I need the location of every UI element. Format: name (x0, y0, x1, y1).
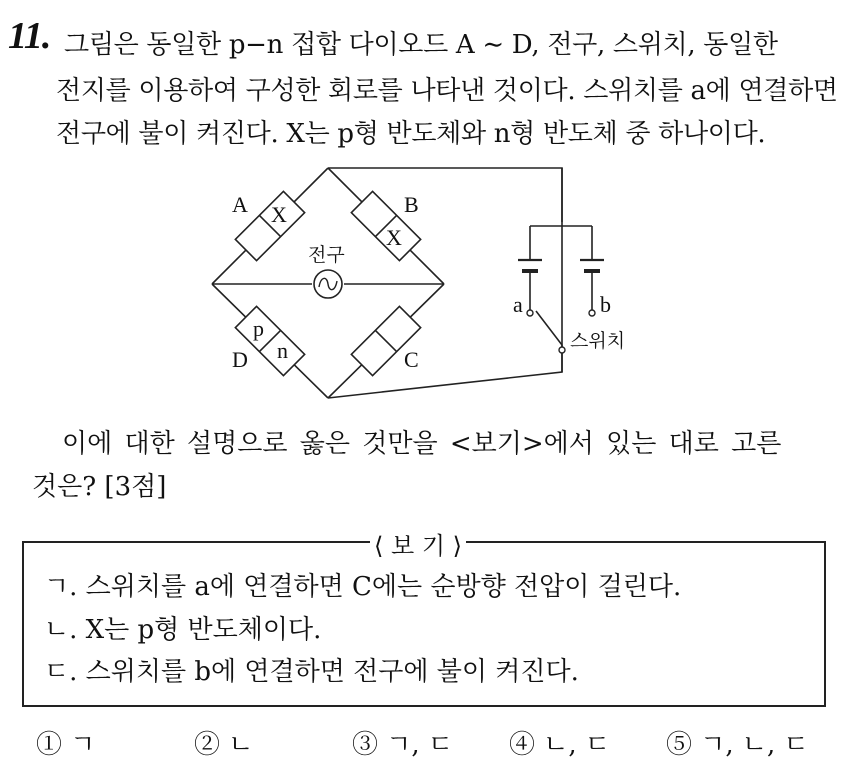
diode-D-n-label: n (277, 338, 288, 363)
bogi-item-3: ㄷ. 스위치를 b에 연결하면 전구에 불이 켜진다. (44, 657, 579, 687)
question-text-line-1: 그림은 동일한 p−n 접합 다이오드 A ∼ D, 전구, 스위치, 동일한 (64, 30, 778, 60)
prompt-line-1: 이에 대한 설명으로 옳은 것만을 <보기>에서 있는 대로 고른 (62, 429, 782, 459)
switch-lever (536, 311, 562, 372)
answer-choice-4[interactable]: ④ ㄴ, ㄷ (509, 730, 611, 760)
diode-D-p-label: p (253, 316, 264, 341)
answer-choice-1[interactable]: ① ㄱ (36, 730, 96, 760)
bogi-item-2: ㄴ. X는 p형 반도체이다. (44, 615, 322, 645)
answer-choice-5[interactable]: ⑤ ㄱ, ㄴ, ㄷ (666, 730, 809, 760)
answer-choice-3[interactable]: ③ ㄱ, ㄷ (352, 730, 454, 760)
terminal-a-dot (527, 310, 533, 316)
diode-A-label: A (232, 192, 248, 217)
diode-A-x-label: X (271, 202, 287, 227)
diode-B-x-label: X (386, 225, 402, 250)
bogi-item-1: ㄱ. 스위치를 a에 연결하면 C에는 순방향 전압이 걸린다. (44, 572, 682, 602)
diode-C-label: C (404, 347, 419, 372)
diode-B-label: B (404, 192, 419, 217)
circuit-diagram (200, 160, 640, 400)
switch-label: 스위치 (570, 330, 626, 352)
terminal-a-label: a (513, 292, 523, 317)
bogi-title-text: 보 기 (391, 532, 445, 560)
terminal-b-label: b (600, 292, 611, 317)
question-text-line-2: 전지를 이용하여 구성한 회로를 나타낸 것이다. 스위치를 a에 연결하면 (56, 76, 838, 106)
answer-choice-2[interactable]: ② ㄴ (194, 730, 254, 760)
question-number: 11. (8, 15, 51, 57)
question-text-line-3: 전구에 불이 켜진다. X는 p형 반도체와 n형 반도체 중 하나이다. (56, 119, 766, 149)
prompt-line-2: 것은? [3점] (32, 472, 167, 502)
bulb-label: 전구 (308, 244, 345, 266)
terminal-b-dot (589, 310, 595, 316)
switch-pivot-dot (559, 347, 565, 353)
diode-D-label: D (232, 347, 248, 372)
bogi-title: ⟨ 보 기 ⟩ (370, 526, 466, 561)
